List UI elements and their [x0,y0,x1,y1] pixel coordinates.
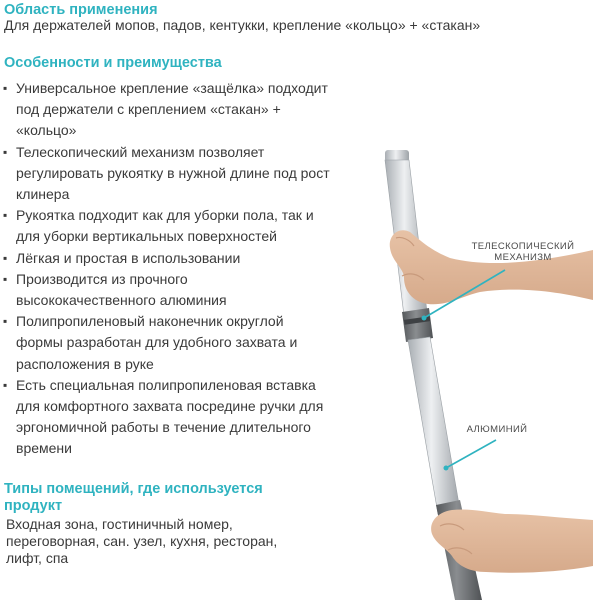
features-title: Особенности и преимущества [4,55,222,71]
feature-item-line: высококачественного алюминия [16,292,227,309]
bullet-icon: ▪ [3,250,8,265]
rooms-title-line: Типы помещений, где используется [4,481,263,497]
bullet-icon: ▪ [3,208,8,223]
feature-item-line: Лёгкая и простая в использовании [16,249,241,266]
bullet-icon: ▪ [3,314,8,329]
feature-item-line: Есть специальная полипропиленовая вставка [16,376,316,393]
feature-item-line: формы разработан для удобного захвата и [16,334,298,351]
callout-telescopic-line: МЕХАНИЗМ [494,252,552,263]
rooms-text-line: лифт, спа [6,550,69,566]
feature-item-line: эргономичной работы в течение длительного [16,419,311,436]
bullet-icon: ▪ [3,377,8,392]
feature-item-line: для уборки вертикальных поверхностей [16,228,277,245]
bullet-icon: ▪ [3,81,8,95]
feature-item-line: времени [16,440,72,457]
feature-item-line: под держатели с креплением «стакан» + [16,101,281,118]
feature-item-line: для комфортного захвата посредине ручки для [16,398,324,415]
rooms-text-line: переговорная, сан. узел, кухня, ресторан, [6,533,278,549]
feature-item-line: расположения в руке [16,355,154,372]
callout-telescopic-line: ТЕЛЕСКОПИЧЕСКИЙ [471,241,575,252]
feature-item-line: «кольцо» [16,122,77,139]
telescopic-coupling [402,308,433,342]
bullet-icon: ▪ [3,271,8,286]
rooms-text-line: Входная зона, гостиничный номер, [6,516,233,532]
rooms-title-line: продукт [4,498,63,514]
callout-aluminium-label: АЛЮМИНИЙ [466,424,528,435]
feature-item-line: Рукоятка подходит как для уборки пола, так и [16,207,314,224]
feature-item-line: Телескопический механизм позволяет [16,143,265,160]
usage-text: Для держателей мопов, падов, кентукки, крепление «кольцо» + «стакан» [4,17,481,33]
feature-item-line: клинера [16,186,70,203]
feature-item-line: регулировать рукоятку в нужной длине под рост [16,164,330,181]
feature-item-line: Производится из прочного [16,270,188,287]
feature-item-line: Универсальное крепление «защёлка» подходит [16,80,328,96]
feature-item-line: Полипропиленовый наконечник округлой [16,313,284,330]
callout-telescopic-label [468,241,578,263]
bullet-icon: ▪ [3,144,8,159]
usage-title: Область применения [4,2,158,18]
